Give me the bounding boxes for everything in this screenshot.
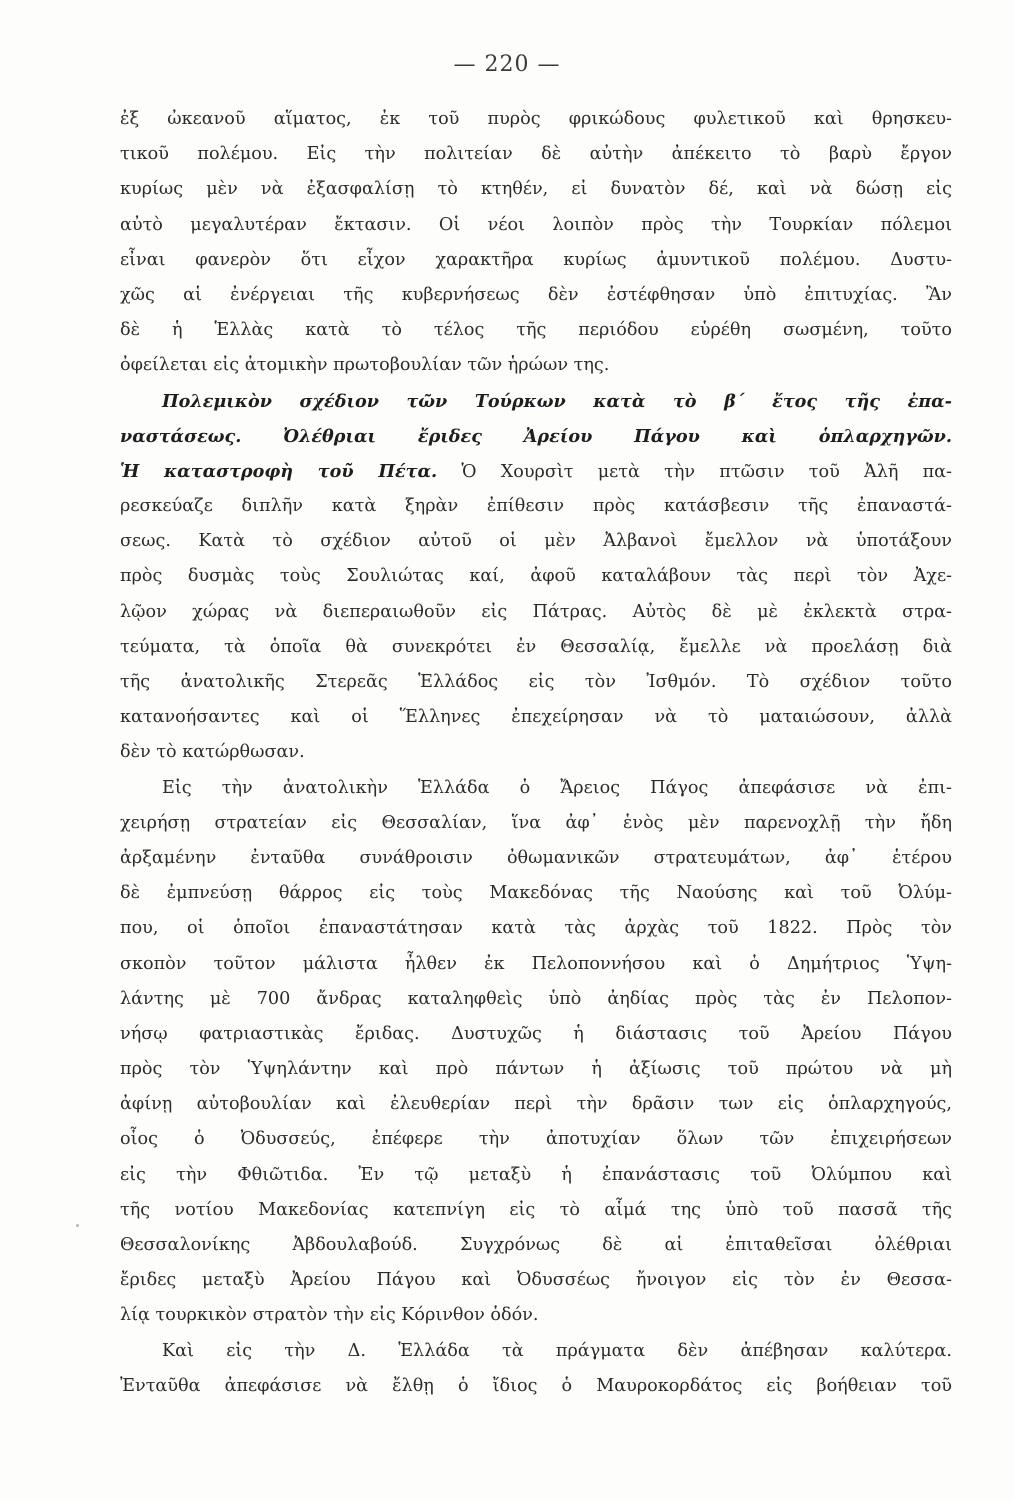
text-line: χειρήσῃ στρατείαν εἰς Θεσσαλίαν, ἵνα ἀφ᾽ ἑνὸς μὲν παρενοχλῇ τὴν ἤδη [120, 812, 952, 833]
text-line: νήσῳ φατριαστικὰς ἔριδας. Δυστυχῶς ἡ διάστασις τοῦ Ἀρείου Πάγου [120, 1023, 952, 1044]
text-span: Ὁ Χουρσὶτ μετὰ τὴν πτῶσιν τοῦ Ἀλῆ πα- [437, 461, 952, 482]
text-line: που, οἱ ὁποῖοι ἐπαναστάτησαν κατὰ τὰς ἀρχὰς τοῦ 1822. Πρὸς τὸν [120, 918, 952, 939]
text-line: ἀφίνῃ αὐτοβουλίαν καὶ ἐλευθερίαν περὶ τὴν δρᾶσιν των εἰς ὁπλαρχηγούς, [120, 1094, 952, 1115]
text-line: οἷος ὁ Ὀδυσσεύς, ἐπέφερε τὴν ἀποτυχίαν ὅλων τῶν ἐπιχειρήσεων [120, 1129, 952, 1150]
text-line: ἐξ ὠκεανοῦ αἵματος, ἐκ τοῦ πυρὸς φρικώδους φυλετικοῦ καὶ θρησκευ- [120, 109, 952, 129]
text-line: τικοῦ πολέμου. Εἰς τὴν πολιτείαν δὲ αὐτὴν ἀπέκειτο τὸ βαρὺ ἔργον [120, 144, 952, 165]
text-line: πρὸς δυσμὰς τοὺς Σουλιώτας καί, ἀφοῦ καταλάβουν τὰς περὶ τὸν Ἀχε- [120, 566, 952, 587]
text-line: δὲ ἡ Ἑλλὰς κατὰ τὸ τέλος τῆς περιόδου εὑρέθη σωσμένη, τοῦτο [120, 320, 952, 341]
text-line: Καὶ εἰς τὴν Δ. Ἑλλάδα τὰ πράγματα δὲν ἀπέβησαν καλύτερα. [162, 1340, 952, 1361]
text-line: κατανοήσαντες καὶ οἱ Ἕλληνες ἐπεχείρησαν νὰ τὸ ματαιώσουν, ἀλλὰ [120, 707, 952, 728]
text-line: σκοπὸν τοῦτον μάλιστα ἦλθεν ἐκ Πελοποννήσου καὶ ὁ Δημήτριος Ὑψη- [120, 953, 952, 974]
text-line: ὀφείλεται εἰς ἀτομικὴν πρωτοβουλίαν τῶν ἡρώων της. [120, 355, 610, 376]
section-heading-end: Ἡ καταστροφὴ τοῦ Πέτα. [120, 460, 438, 482]
text-line: αὐτὸ μεγαλυτέραν ἔκτασιν. Οἱ νέοι λοιπὸν πρὸς τὴν Τουρκίαν πόλεμοι [120, 214, 952, 235]
text-line: λάντης μὲ 700 ἄνδρας καταληφθεὶς ὑπὸ ἀηδίας πρὸς τὰς ἐν Πελοπον- [120, 988, 952, 1009]
text-line: σεως. Κατὰ τὸ σχέδιον αὐτοῦ οἱ μὲν Ἀλβανοὶ ἔμελλον νὰ ὑποτάξουν [120, 531, 952, 552]
page-number: — 220 — [453, 52, 561, 77]
text-line: εἰς τὴν Φθιῶτιδα. Ἐν τῷ μεταξὺ ἡ ἐπανάστασις τοῦ Ὀλύμπου καὶ [120, 1164, 952, 1185]
text-line: κυρίως μὲν νὰ ἐξασφαλίσῃ τὸ κτηθέν, εἰ δυνατὸν δέ, καὶ νὰ δώσῃ εἰς [120, 179, 952, 200]
text-line: ἀρξαμένην ἐνταῦθα συνάθροισιν ὀθωμανικῶν στρατευμάτων, ἀφ᾽ ἑτέρου [120, 847, 952, 868]
paper-speck [76, 1224, 79, 1227]
text-line: πρὸς τὸν Ὑψηλάντην καὶ πρὸ πάντων ἡ ἀξίωσις τοῦ πρώτου νὰ μὴ [120, 1059, 952, 1080]
text-line: λῷον χώρας νὰ διεπεραιωθοῦν εἰς Πάτρας. Αὐτὸς δὲ μὲ ἐκλεκτὰ στρα- [120, 601, 952, 622]
text-line: Θεσσαλονίκης Ἀβδουλαβούδ. Συγχρόνως δὲ αἱ ἐπιταθεῖσαι ὀλέθριαι [120, 1235, 952, 1255]
text-line: λίᾳ τουρκικὸν στρατὸν τὴν εἰς Κόρινθον ὁδόν. [120, 1305, 539, 1326]
section-heading-line: ναστάσεως. Ὀλέθριαι ἔριδες Ἀρείου Πάγου καὶ ὁπλαρχηγῶν. [120, 425, 952, 447]
text-line: εἶναι φανερὸν ὅτι εἶχον χαρακτῆρα κυρίως ἀμυντικοῦ πολέμου. Δυστυ- [120, 249, 952, 270]
text-line: Ἐνταῦθα ἀπεφάσισε νὰ ἔλθῃ ὁ ἴδιος ὁ Μαυροκορδάτος εἰς βοήθειαν τοῦ [120, 1375, 952, 1396]
section-heading-line: Πολεμικὸν σχέδιον τῶν Τούρκων κατὰ τὸ β΄ ἔτος τῆς ἐπα- [162, 390, 952, 412]
text-line: χῶς αἱ ἐνέργειαι τῆς κυβερνήσεως δὲν ἐστέφθησαν ὑπὸ ἐπιτυχίας. Ἂν [120, 284, 952, 305]
text-line: δὲ ἐμπνεύσῃ θάρρος εἰς τοὺς Μακεδόνας τῆς Ναούσης καὶ τοῦ Ὀλύμ- [120, 883, 952, 904]
text-line: τεύματα, τὰ ὁποῖα θὰ συνεκρότει ἐν Θεσσαλίᾳ, ἔμελλε νὰ προελάσῃ διὰ [120, 636, 952, 657]
text-line: Εἰς τὴν ἀνατολικὴν Ἑλλάδα ὁ Ἄρειος Πάγος ἀπεφάσισε νὰ ἐπι- [162, 777, 952, 798]
text-line: ἔριδες μεταξὺ Ἀρείου Πάγου καὶ Ὀδυσσέως ἤνοιγον εἰς τὸν ἐν Θεσσα- [120, 1270, 952, 1291]
text-line: δὲν τὸ κατώρθωσαν. [120, 742, 305, 763]
text-line [120, 454, 952, 489]
text-line: τῆς ἀνατολικῆς Στερεᾶς Ἑλλάδος εἰς τὸν Ἰσθμόν. Τὸ σχέδιον τοῦτο [120, 672, 952, 692]
body-text [120, 102, 952, 1404]
text-line: τῆς νοτίου Μακεδονίας κατεπνίγη εἰς τὸ αἷμά της ὑπὸ τοῦ πασσᾶ τῆς [120, 1199, 952, 1220]
text-line: ρεσκεύαζε διπλῆν κατὰ ξηρὰν ἐπίθεσιν πρὸς κατάσβεσιν τῆς ἐπαναστά- [120, 496, 952, 517]
